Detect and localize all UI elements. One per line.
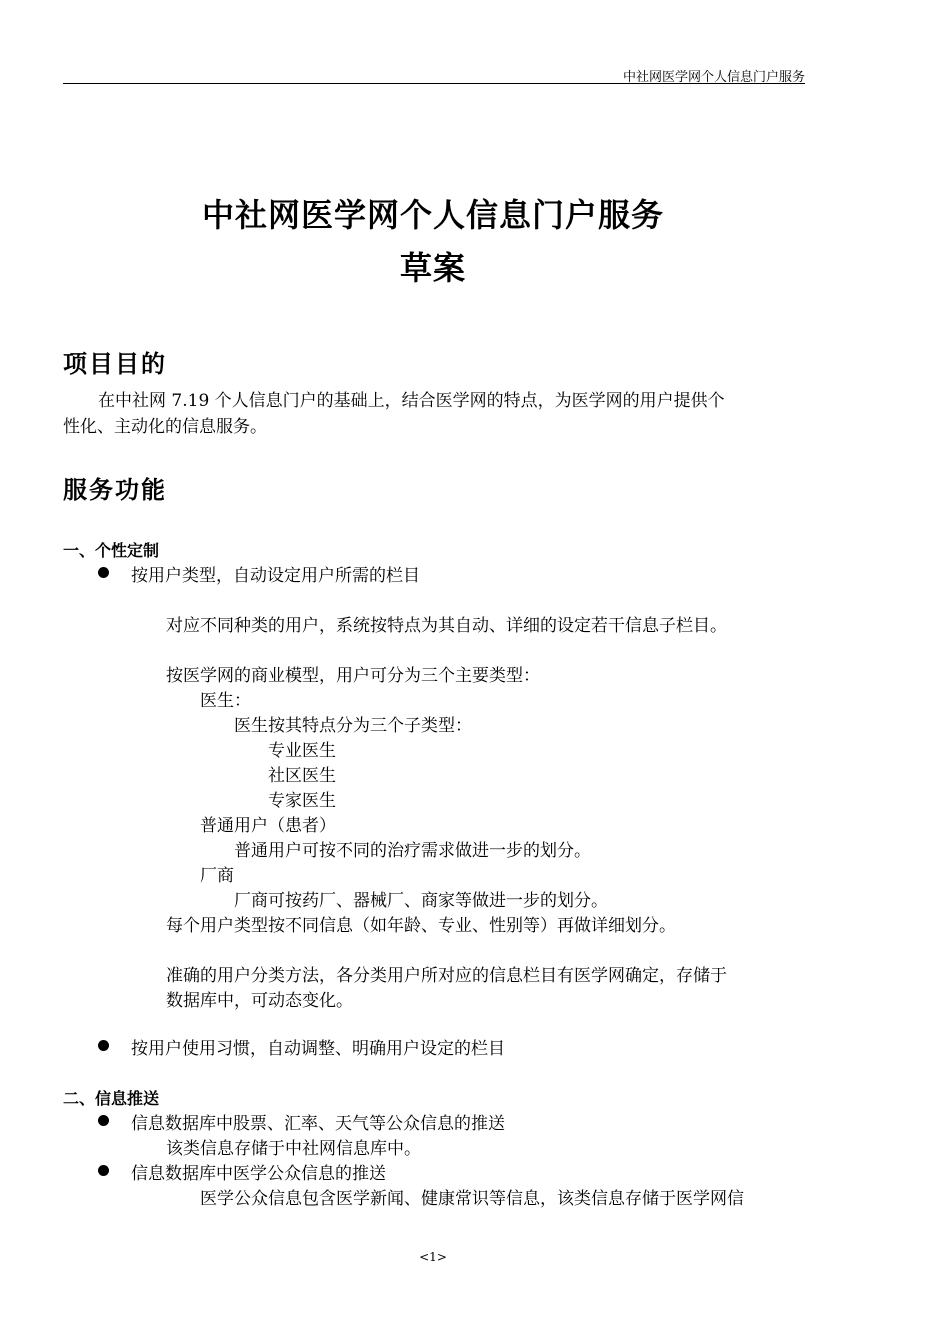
purpose-paragraph-line2: 性化、主动化的信息服务。 (63, 417, 267, 437)
bullet-detail: 医学公众信息包含医学新闻、健康常识等信息，该类信息存储于医学网信 (200, 1189, 744, 1209)
document-title: 中社网医学网个人信息门户服务 (201, 196, 664, 234)
section-heading-features: 服务功能 (63, 475, 167, 504)
paragraph: 对应不同种类的用户，系统按特点为其自动、详细的设定若干信息子栏目。 (166, 616, 727, 636)
section-heading-purpose: 项目目的 (63, 349, 167, 378)
paragraph: 每个用户类型按不同信息（如年龄、专业、性别等）再做详细划分。 (166, 916, 676, 936)
user-type-vendor: 厂商 (200, 866, 234, 886)
paragraph: 按医学网的商业模型，用户可分为三个主要类型： (166, 666, 540, 686)
paragraph: 数据库中，可动态变化。 (166, 991, 353, 1011)
doctor-subtype-intro: 医生按其特点分为三个子类型： (234, 716, 472, 736)
doctor-subtype: 专家医生 (268, 791, 336, 811)
bullet-icon (98, 567, 109, 578)
page-number: <1> (419, 1250, 447, 1264)
vendor-subtype-note: 厂商可按药厂、器械厂、商家等做进一步的划分。 (234, 891, 608, 911)
bullet-text: 按用户类型，自动设定用户所需的栏目 (131, 566, 420, 586)
bullet-icon (98, 1165, 109, 1176)
patient-subtype-note: 普通用户可按不同的治疗需求做进一步的划分。 (234, 841, 591, 861)
bullet-text: 信息数据库中医学公众信息的推送 (131, 1164, 386, 1184)
bullet-icon (98, 1115, 109, 1126)
bullet-icon (98, 1040, 109, 1051)
paragraph: 准确的用户分类方法，各分类用户所对应的信息栏目有医学网确定，存储于 (166, 966, 727, 986)
user-type-doctor: 医生： (200, 691, 251, 711)
bullet-text: 按用户使用习惯，自动调整、明确用户设定的栏目 (131, 1039, 505, 1059)
doctor-subtype: 社区医生 (268, 766, 336, 786)
subsection-heading-push: 二、信息推送 (63, 1089, 160, 1108)
doctor-subtype: 专业医生 (268, 741, 336, 761)
user-type-patient: 普通用户（患者） (200, 816, 336, 836)
purpose-paragraph-line1: 在中社网 7.19 个人信息门户的基础上，结合医学网的特点，为医学网的用户提供个 (98, 391, 725, 411)
header-rule (63, 83, 805, 84)
document-subtitle: 草案 (399, 249, 466, 287)
page-header: 中社网医学网个人信息门户服务 (622, 70, 805, 85)
subsection-heading-customization: 一、个性定制 (63, 541, 160, 560)
bullet-detail: 该类信息存储于中社网信息库中。 (166, 1139, 421, 1159)
bullet-text: 信息数据库中股票、汇率、天气等公众信息的推送 (131, 1114, 505, 1134)
